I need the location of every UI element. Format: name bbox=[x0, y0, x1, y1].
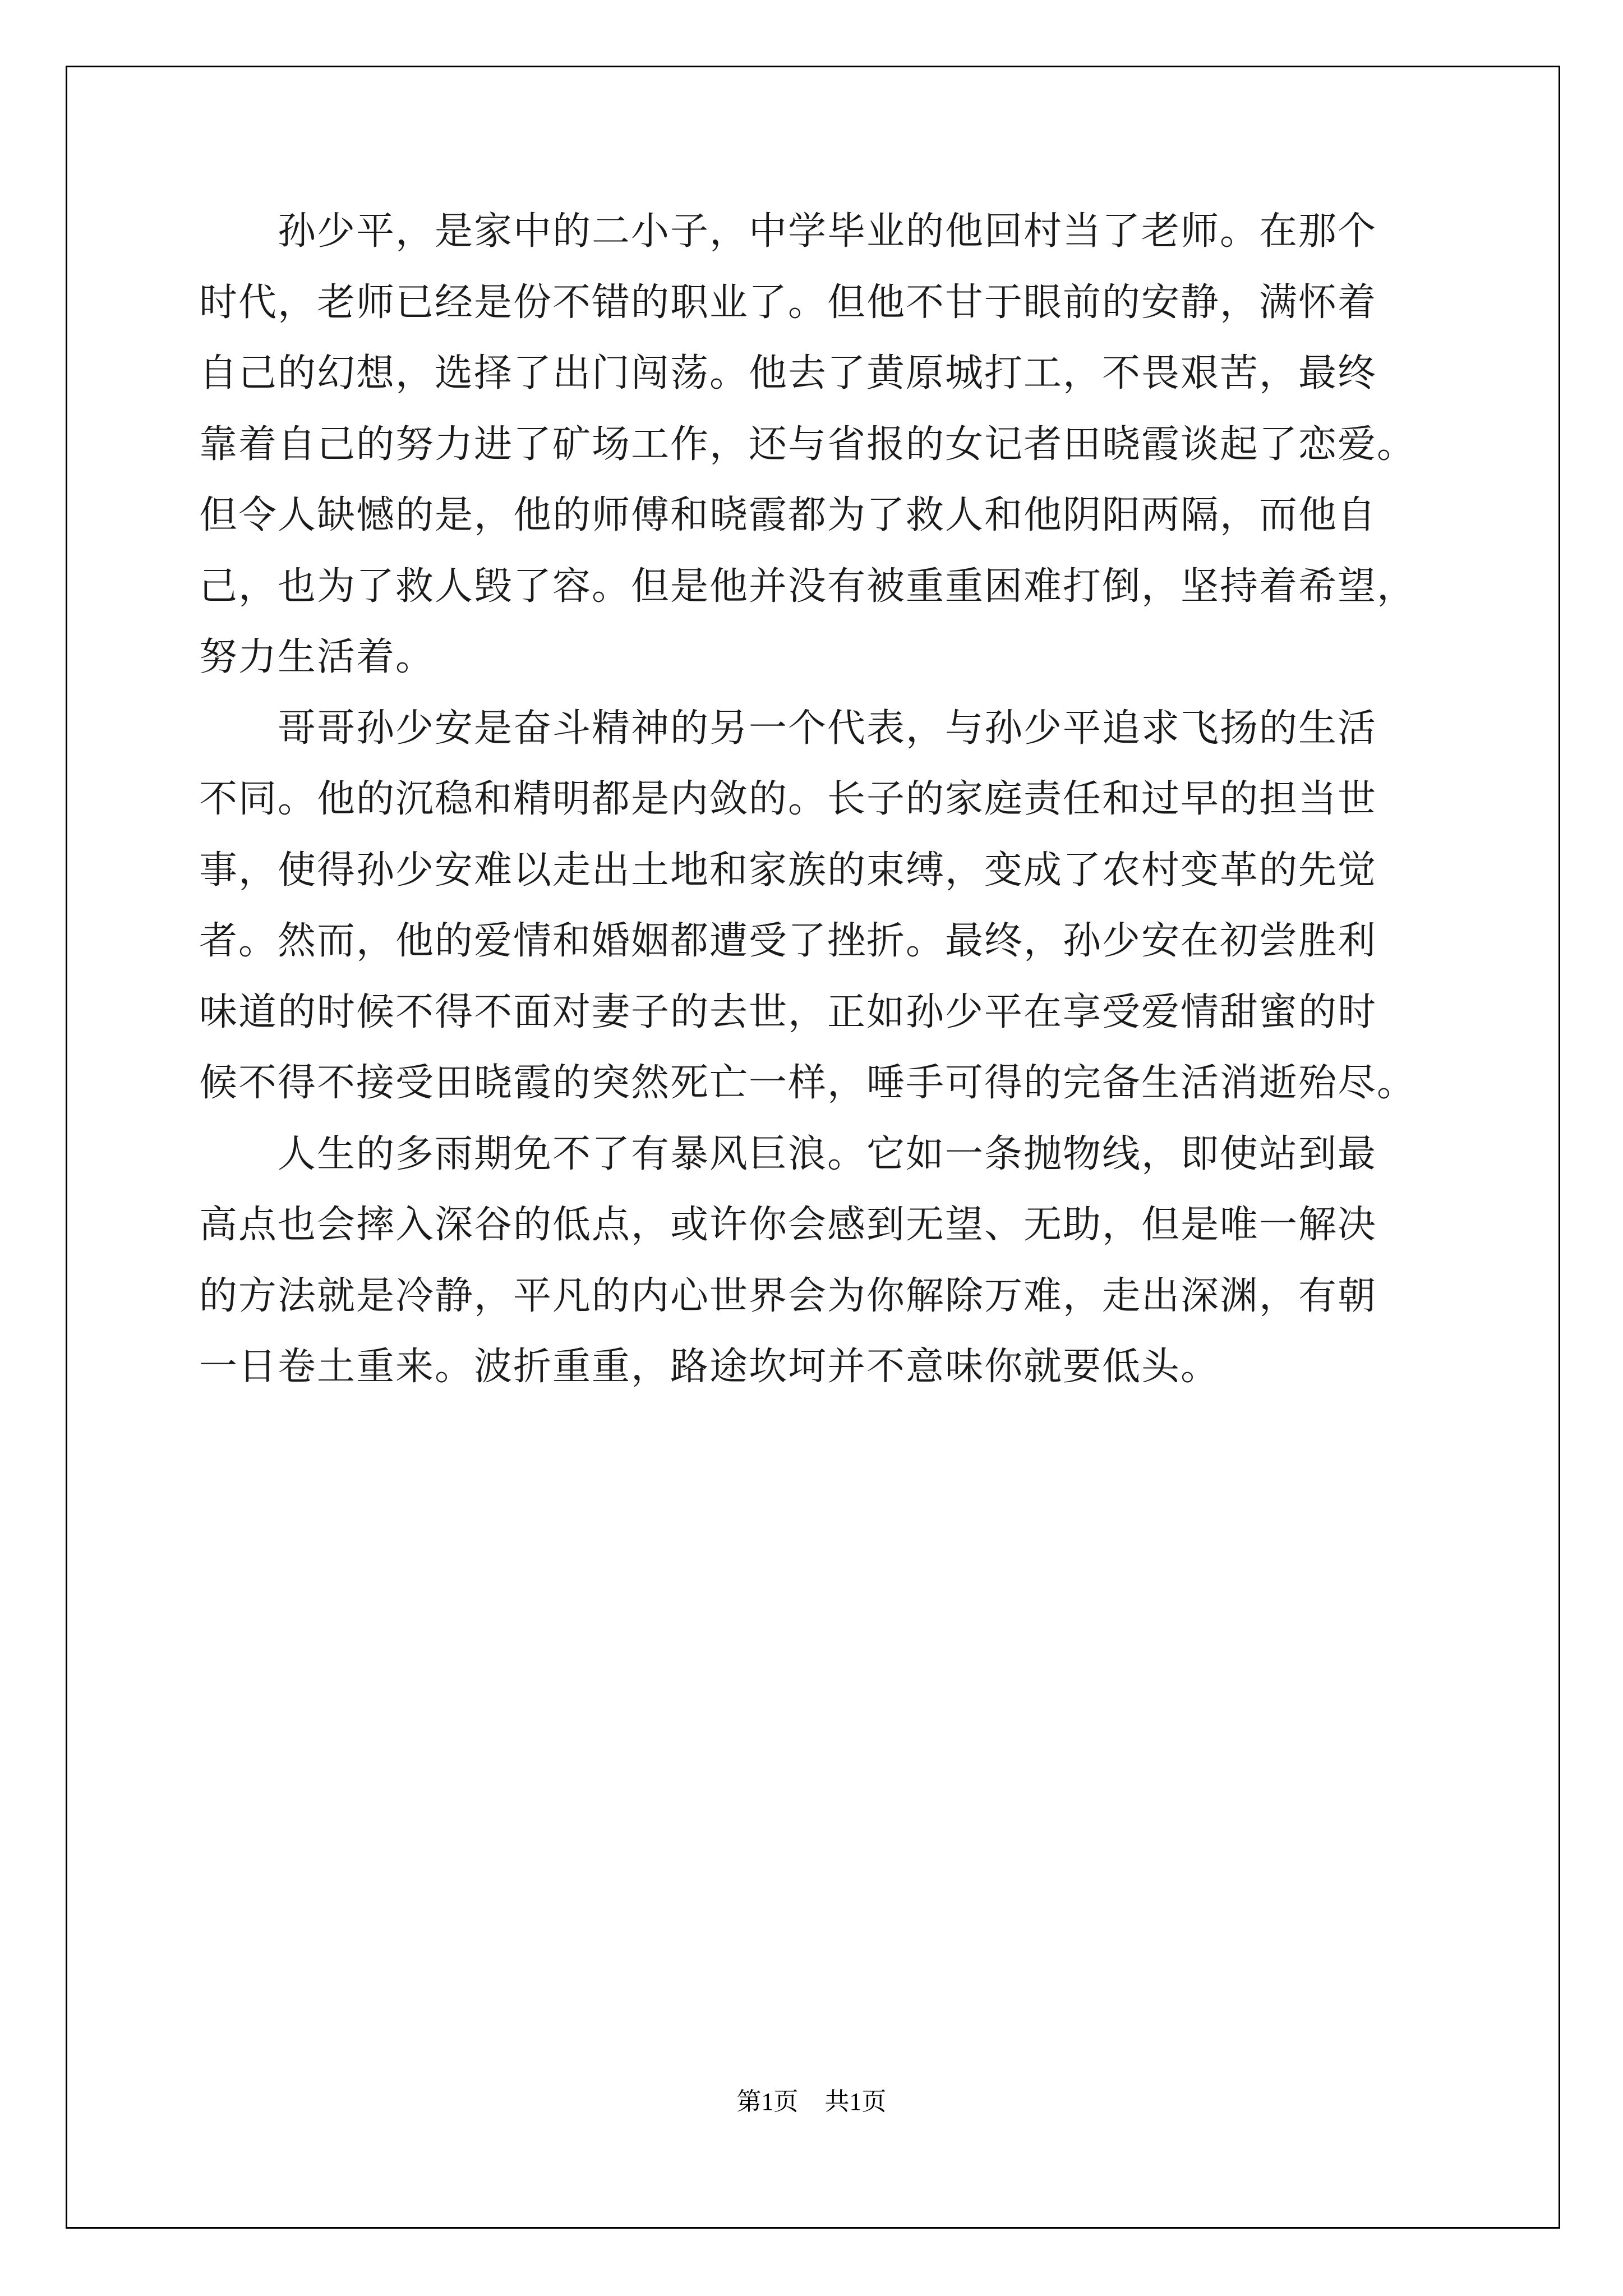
paragraph-2 bbox=[199, 693, 1455, 1119]
page-number-current: 第1页 bbox=[736, 2088, 799, 2115]
text-line: 高点也会摔入深谷的低点，或许你会感到无望、无助，但是唯一解决 bbox=[199, 1203, 1377, 1247]
paragraph-1 bbox=[199, 196, 1455, 693]
text-line: 不同。他的沉稳和精明都是内敛的。长子的家庭责任和过早的担当世 bbox=[199, 777, 1377, 821]
text-line: 己，也为了救人毁了容。但是他并没有被重重困难打倒，坚持着希望， bbox=[199, 564, 1417, 609]
text-line: 时代，老师已经是份不错的职业了。但他不甘于眼前的安静，满怀着 bbox=[199, 280, 1377, 325]
document-body bbox=[199, 196, 1455, 1403]
paragraph-3 bbox=[199, 1119, 1455, 1403]
text-line: 事，使得孙少安难以走出土地和家族的束缚，变成了农村变革的先觉 bbox=[199, 848, 1377, 892]
text-line: 的方法就是冷静，平凡的内心世界会为你解除万难，走出深渊，有朝 bbox=[199, 1273, 1377, 1318]
text-line: 候不得不接受田晓霞的突然死亡一样，唾手可得的完备生活消逝殆尽。 bbox=[199, 1061, 1417, 1105]
text-line: 一日卷土重来。波折重重，路途坎坷并不意味你就要低头。 bbox=[199, 1345, 1220, 1389]
page-number-total: 共1页 bbox=[824, 2088, 887, 2115]
text-line: 靠着自己的努力进了矿场工作，还与省报的女记者田晓霞谈起了恋爱。 bbox=[199, 422, 1417, 467]
text-line: 孙少平，是家中的二小子，中学毕业的他回村当了老师。在那个 bbox=[278, 209, 1377, 254]
text-line: 但令人缺憾的是，他的师傅和晓霞都为了救人和他阴阳两隔，而他自 bbox=[199, 493, 1377, 537]
text-line: 哥哥孙少安是奋斗精神的另一个代表，与孙少平追求飞扬的生活 bbox=[278, 706, 1377, 751]
text-line: 味道的时候不得不面对妻子的去世，正如孙少平在享受爱情甜蜜的时 bbox=[199, 990, 1377, 1034]
text-line: 人生的多雨期免不了有暴风巨浪。它如一条抛物线，即使站到最 bbox=[278, 1131, 1377, 1176]
text-line: 努力生活着。 bbox=[199, 635, 435, 679]
page-footer bbox=[0, 2081, 1623, 2117]
text-line: 自己的幻想，选择了出门闯荡。他去了黄原城打工，不畏艰苦，最终 bbox=[199, 351, 1377, 395]
text-line: 者。然而，他的爱情和婚姻都遭受了挫折。最终，孙少安在初尝胜利 bbox=[199, 919, 1377, 963]
